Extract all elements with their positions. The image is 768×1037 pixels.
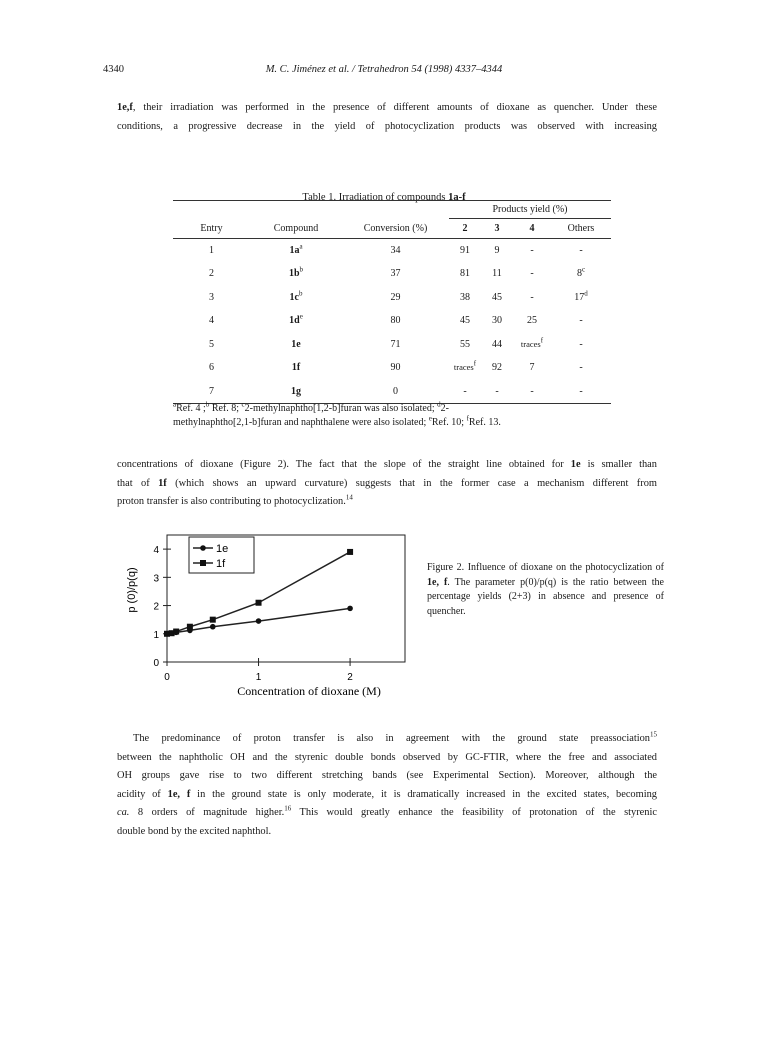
table-row	[173, 286, 611, 310]
legend-label-1f: 1f	[216, 558, 226, 570]
cell-yield-3: 9	[494, 245, 500, 256]
cell-entry: 1	[209, 245, 214, 256]
cell-conversion: 71	[390, 338, 401, 350]
cell-entry: 7	[173, 380, 250, 404]
data-point-1f	[210, 617, 216, 623]
cell-compound: $1b^b$	[288, 265, 304, 280]
cell-entry: 4	[209, 315, 214, 327]
col-compound: Compound	[250, 219, 342, 239]
cell-yield-4: traces$^f$	[520, 336, 544, 349]
table-footnote: $^a$Ref. 4 ;$^b$ Ref. 8; $^c$2-methylnaphtho[1,2-b]furan was also isolated; $^d$2- methylnaphtho[2,1-b]furan and naphthalene were also isolated; $^e$Ref. 10; $^f$Ref. 13.	[173, 400, 501, 428]
data-point-1f	[187, 624, 193, 630]
cell-others: -	[579, 315, 583, 327]
legend-marker-1e	[200, 545, 206, 551]
table-row	[173, 356, 611, 380]
cell-others: -	[579, 338, 583, 350]
running-head: M. C. Jiménez et al. / Tetrahedron 54 (1998) 4337–4344	[265, 64, 503, 75]
cell-conversion: 37	[390, 268, 401, 280]
compound-ref: 1e,f	[117, 102, 133, 113]
cell-others: -	[579, 362, 583, 374]
x-tick-label: 2	[347, 672, 353, 683]
paragraph-1-line-2: conditions, a progressive decrease in the yield of photocyclization products was observed with increasing	[117, 120, 657, 132]
y-tick-label: 0	[153, 658, 159, 669]
cell-yield-4: 25	[527, 315, 537, 327]
cell-others: 17$^d$	[574, 289, 588, 303]
table-caption: Table 1. Irradiation of compounds 1a-f	[302, 192, 466, 203]
col-others: Others	[551, 219, 611, 239]
cell-compound: 1e	[291, 338, 301, 350]
cell-yield-4: 7	[529, 362, 535, 374]
data-point-1e	[210, 624, 216, 630]
cell-others: 8$^c$	[576, 265, 586, 280]
data-point-1e	[256, 618, 262, 624]
y-tick-label: 3	[153, 573, 159, 585]
y-axis-label: p (0)/p(q)	[126, 567, 138, 613]
cell-others: -	[579, 245, 583, 256]
y-tick-label: 2	[153, 601, 159, 613]
cell-yield-4: -	[530, 245, 534, 256]
x-tick-label: 0	[164, 672, 170, 683]
cell-yield-3: 30	[492, 315, 502, 327]
table-row	[173, 309, 611, 333]
cell-yield-2: 81	[460, 268, 470, 280]
col-product-4: 4	[513, 219, 551, 239]
paragraph-3: The predominance of proton transfer is also in agreement with the ground state preassociation$^{15}$ between the naphtholic OH and the styrenic double bonds observed by GC-FTIR, where the free and associated OH groups gave rise to two different stretching bands (see Experimental Section). Moreover, although the acidity of 1e, f in the ground state is only moderate, it is dramatically increased in the excited states, becoming ca. 8 orders of magnitude higher.$^{16}$ This would greatly enhance the feasibility of protonation of the styrenic double bond by the excited naphthol.	[117, 730, 657, 837]
cell-conversion: 29	[390, 291, 401, 303]
cell-yield-2: 91	[460, 245, 470, 256]
cell-entry: 6	[209, 362, 214, 374]
col-product-2: 2	[449, 219, 481, 239]
col-conversion: Conversion (%)	[342, 219, 449, 239]
cell-compound: $1d^e$	[289, 312, 303, 327]
paragraph-2: concentrations of dioxane (Figure 2). The fact that the slope of the straight line obtained for 1e is smaller than that of 1f (which shows an upward curvature) suggests that in the former case a mechanism different from proton transfer is also contributing to photocyclization.$^{14}$	[117, 459, 658, 508]
y-tick-label: 1	[153, 629, 159, 641]
cell-entry: 3	[209, 291, 214, 303]
cell-conversion: 0	[342, 380, 449, 404]
cell-yield-2: -	[449, 380, 481, 404]
table-row	[173, 380, 611, 404]
legend-label-1e: 1e	[216, 543, 229, 555]
products-yield-header: Products yield (%)	[449, 201, 611, 219]
cell-conversion: 90	[390, 362, 401, 374]
cell-compound: 1f	[291, 362, 301, 374]
cell-entry: 2	[209, 268, 214, 280]
dioxane-chart	[115, 528, 415, 708]
cell-yield-3: 92	[492, 362, 502, 374]
table-row	[173, 333, 611, 357]
paragraph-1: 1e,f, their irradiation was performed in the presence of different amounts of dioxane as quencher. Under these conditions, a progressive decrease in the yield of photocyclization products was observed with increasing	[117, 99, 657, 136]
cell-yield-4: -	[530, 291, 534, 303]
col-entry: Entry	[173, 219, 250, 239]
data-point-1f	[256, 600, 262, 606]
y-tick-label: 4	[153, 545, 159, 557]
cell-compound: $1a^a$	[289, 242, 303, 256]
cell-yield-2: traces$^f$	[453, 359, 477, 373]
cell-yield-3: 45	[492, 291, 502, 303]
cell-yield-4: -	[513, 380, 551, 404]
cell-others: -	[551, 380, 611, 404]
results-table	[173, 200, 611, 404]
cell-conversion: 34	[390, 245, 401, 256]
cell-yield-3: 11	[492, 268, 502, 280]
cell-compound: $1c^b$	[289, 289, 303, 303]
cell-yield-2: 55	[460, 338, 470, 350]
cell-yield-2: 45	[460, 315, 470, 327]
data-point-1e	[347, 606, 353, 612]
data-point-1f	[347, 549, 353, 555]
table-row	[173, 262, 611, 286]
x-tick-label: 1	[255, 672, 262, 683]
table-row	[173, 239, 611, 263]
cell-conversion: 80	[390, 315, 401, 327]
col-product-3: 3	[481, 219, 513, 239]
cell-yield-3: 44	[492, 338, 502, 350]
table-header-row	[173, 219, 611, 239]
data-point-1f	[173, 629, 179, 635]
legend-marker-1f	[200, 560, 206, 566]
x-axis-label: Concentration of dioxane (M)	[237, 684, 381, 698]
cell-yield-2: 38	[460, 291, 470, 303]
chart-legend	[189, 537, 254, 573]
cell-yield-4: -	[530, 268, 534, 280]
page-number: 4340	[103, 64, 124, 75]
cell-entry: 5	[209, 338, 214, 350]
cell-yield-3: -	[481, 380, 513, 404]
cell-compound: 1g	[250, 380, 342, 404]
figure-caption: Figure 2. Influence of dioxane on the photocyclization of 1e, f. The parameter p(0)/p(q) is the ratio between the percentage yields (2+3) in absence and presence of quencher.	[427, 562, 664, 617]
